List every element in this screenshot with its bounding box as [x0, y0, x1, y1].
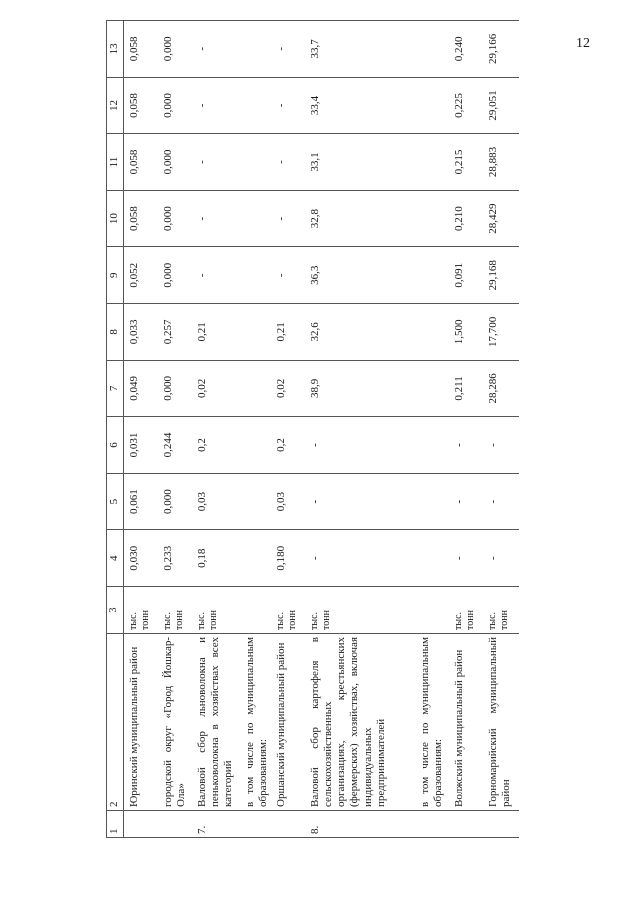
value-cell: -: [271, 21, 305, 78]
row-number: [483, 811, 519, 838]
value-cell: 0,033: [124, 304, 158, 361]
value-cell: 29,051: [483, 77, 519, 134]
column-header: 2: [107, 634, 124, 811]
unit-cell: тыс. тонн: [483, 587, 519, 634]
value-cell: -: [192, 247, 240, 304]
value-cell: 32,8: [305, 190, 415, 247]
table-row: [449, 21, 483, 838]
value-cell: [240, 473, 271, 530]
row-number: [240, 811, 271, 838]
column-header: 3: [107, 587, 124, 634]
value-cell: 0,052: [124, 247, 158, 304]
column-header: 6: [107, 417, 124, 474]
row-label: Валовой сбор льноволокна и пеньковолокна в хозяйствах всех категорий: [192, 634, 240, 811]
value-cell: [415, 77, 449, 134]
value-cell: 0,210: [449, 190, 483, 247]
value-cell: 0,18: [192, 530, 240, 587]
column-header: 1: [107, 811, 124, 838]
value-cell: 36,3: [305, 247, 415, 304]
value-cell: -: [271, 77, 305, 134]
unit-cell: [240, 587, 271, 634]
value-cell: 0,000: [158, 247, 192, 304]
row-number: [124, 811, 158, 838]
column-header: 8: [107, 304, 124, 361]
table-row: [415, 21, 449, 838]
value-cell: 0,03: [271, 473, 305, 530]
unit-cell: тыс. тонн: [271, 587, 305, 634]
value-cell: -: [192, 21, 240, 78]
value-cell: [415, 530, 449, 587]
table-row: [158, 21, 192, 838]
data-table: [106, 20, 519, 838]
value-cell: [240, 77, 271, 134]
value-cell: 0,000: [158, 134, 192, 191]
value-cell: 0,000: [158, 473, 192, 530]
value-cell: 28,429: [483, 190, 519, 247]
value-cell: -: [192, 77, 240, 134]
value-cell: 0,180: [271, 530, 305, 587]
value-cell: 32,6: [305, 304, 415, 361]
value-cell: -: [483, 417, 519, 474]
value-cell: -: [271, 190, 305, 247]
value-cell: -: [305, 530, 415, 587]
column-header: 5: [107, 473, 124, 530]
value-cell: 0,21: [192, 304, 240, 361]
table-row: [192, 21, 240, 838]
value-cell: -: [483, 530, 519, 587]
unit-cell: тыс. тонн: [192, 587, 240, 634]
value-cell: [240, 21, 271, 78]
unit-cell: тыс. тонн: [305, 587, 415, 634]
value-cell: 0,244: [158, 417, 192, 474]
row-number: [271, 811, 305, 838]
column-header: 11: [107, 134, 124, 191]
rotated-table-container: [106, 20, 530, 838]
value-cell: 0,000: [158, 77, 192, 134]
table-header-row: [107, 21, 124, 838]
value-cell: 0,233: [158, 530, 192, 587]
value-cell: -: [271, 134, 305, 191]
row-label: Юринский муниципальный район: [124, 634, 158, 811]
value-cell: 28,286: [483, 360, 519, 417]
value-cell: 0,000: [158, 190, 192, 247]
row-label: в том числе по муниципальным образованиям:: [415, 634, 449, 811]
value-cell: 0,058: [124, 21, 158, 78]
value-cell: [415, 473, 449, 530]
value-cell: -: [305, 417, 415, 474]
value-cell: 0,02: [192, 360, 240, 417]
column-header: 10: [107, 190, 124, 247]
value-cell: [415, 417, 449, 474]
unit-cell: [415, 587, 449, 634]
value-cell: 0,03: [192, 473, 240, 530]
value-cell: 0,225: [449, 77, 483, 134]
table-row: [240, 21, 271, 838]
column-header: 7: [107, 360, 124, 417]
value-cell: [415, 134, 449, 191]
value-cell: -: [305, 473, 415, 530]
value-cell: 0,058: [124, 190, 158, 247]
table-row: [305, 21, 415, 838]
value-cell: -: [449, 530, 483, 587]
value-cell: 33,4: [305, 77, 415, 134]
value-cell: -: [192, 190, 240, 247]
unit-cell: тыс. тонн: [124, 587, 158, 634]
table-row: [271, 21, 305, 838]
row-label: Волжский муниципальный район: [449, 634, 483, 811]
value-cell: 0,215: [449, 134, 483, 191]
value-cell: -: [271, 247, 305, 304]
row-number: [415, 811, 449, 838]
value-cell: [240, 417, 271, 474]
page-number: 12: [576, 36, 590, 51]
value-cell: [240, 134, 271, 191]
table-body: [124, 21, 519, 838]
value-cell: [415, 190, 449, 247]
value-cell: -: [449, 473, 483, 530]
value-cell: -: [449, 417, 483, 474]
value-cell: 0,257: [158, 304, 192, 361]
value-cell: -: [483, 473, 519, 530]
row-label: городской округ «Город Йошкар-Ола»: [158, 634, 192, 811]
value-cell: 0,058: [124, 134, 158, 191]
row-label: Валовой сбор картофеля в сельскохозяйственных организациях, крестьянских (фермерских) хозяйствах, включая индивидуальных предпринимателей: [305, 634, 415, 811]
value-cell: 0,030: [124, 530, 158, 587]
column-header: 13: [107, 21, 124, 78]
value-cell: 0,031: [124, 417, 158, 474]
column-header: 4: [107, 530, 124, 587]
value-cell: 33,7: [305, 21, 415, 78]
row-number: [158, 811, 192, 838]
column-header: 9: [107, 247, 124, 304]
row-number: [449, 811, 483, 838]
value-cell: [415, 304, 449, 361]
value-cell: 29,168: [483, 247, 519, 304]
value-cell: [240, 530, 271, 587]
value-cell: 28,883: [483, 134, 519, 191]
value-cell: [415, 360, 449, 417]
value-cell: 29,166: [483, 21, 519, 78]
value-cell: 0,240: [449, 21, 483, 78]
value-cell: 0,02: [271, 360, 305, 417]
column-header: 12: [107, 77, 124, 134]
value-cell: 0,000: [158, 21, 192, 78]
value-cell: 33,1: [305, 134, 415, 191]
value-cell: 0,049: [124, 360, 158, 417]
value-cell: 38,9: [305, 360, 415, 417]
value-cell: 17,700: [483, 304, 519, 361]
unit-cell: тыс. тонн: [449, 587, 483, 634]
value-cell: 1,500: [449, 304, 483, 361]
value-cell: 0,061: [124, 473, 158, 530]
row-number: 8.: [305, 811, 415, 838]
value-cell: [240, 304, 271, 361]
row-label: в том числе по муниципальным образованиям:: [240, 634, 271, 811]
value-cell: -: [192, 134, 240, 191]
table-row: [124, 21, 158, 838]
value-cell: [240, 190, 271, 247]
value-cell: 0,2: [192, 417, 240, 474]
value-cell: 0,058: [124, 77, 158, 134]
value-cell: [240, 360, 271, 417]
value-cell: 0,000: [158, 360, 192, 417]
row-number: 7.: [192, 811, 240, 838]
value-cell: 0,211: [449, 360, 483, 417]
value-cell: [415, 247, 449, 304]
row-label: Оршанский муниципальный район: [271, 634, 305, 811]
value-cell: [415, 21, 449, 78]
unit-cell: тыс. тонн: [158, 587, 192, 634]
value-cell: 0,21: [271, 304, 305, 361]
table-row: [483, 21, 519, 838]
value-cell: 0,2: [271, 417, 305, 474]
value-cell: 0,091: [449, 247, 483, 304]
row-label: Горномарийский муниципальный район: [483, 634, 519, 811]
value-cell: [240, 247, 271, 304]
